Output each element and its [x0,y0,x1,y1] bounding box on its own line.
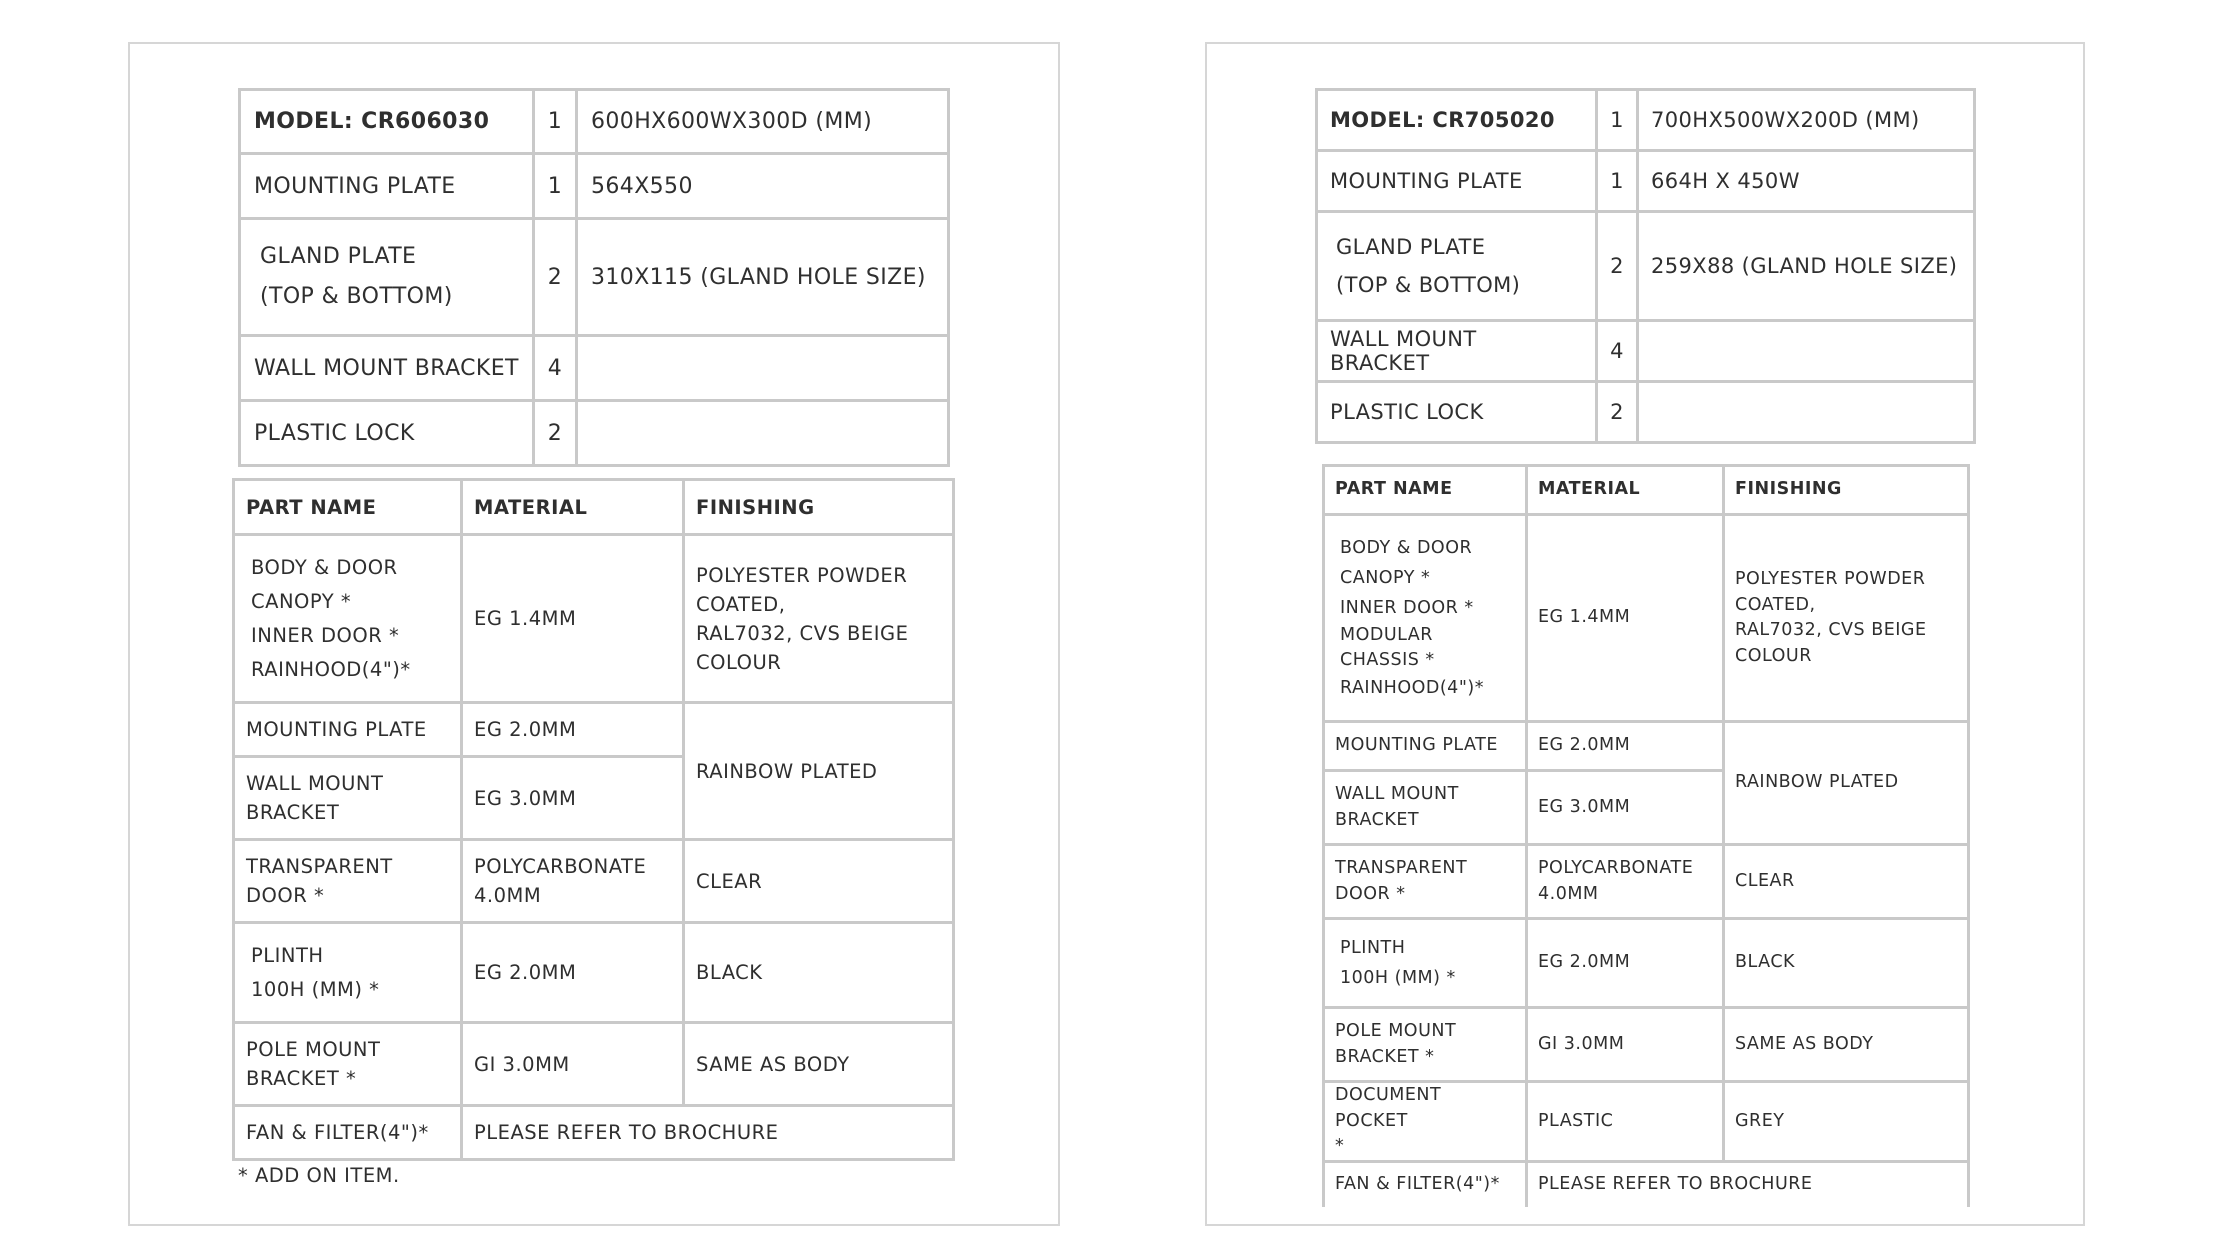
column-header-part-name: PART NAME [234,480,462,535]
part-name-line: RAINHOOD(4")* [251,657,411,681]
part-name-line: * [1335,1136,1345,1156]
material: EG 1.4MM [1527,515,1724,722]
part-name-line: PLINTH [251,943,324,967]
dimension-value: 564X550 [577,154,949,219]
spec-row-wall-mount-bracket [240,336,949,401]
item-name: MOUNTING PLATE [1317,151,1597,212]
finishing-line: COLOUR [696,650,782,674]
part-name [1324,845,1527,919]
material: EG 2.0MM [462,703,684,757]
part-name-line: BRACKET [1335,809,1420,830]
spec-row-plastic-lock [240,401,949,466]
spec-table [1315,88,1976,444]
column-header-finishing: FINISHING [1724,466,1969,515]
item-name [1317,212,1597,321]
item-name-line: GLAND PLATE [1336,235,1486,259]
part-name-line: TRANSPARENT [1335,858,1468,878]
table-row [1324,1008,1969,1082]
material [462,840,684,923]
column-header-part-name: PART NAME [1324,466,1527,515]
item-name: WALL MOUNT BRACKET [240,336,534,401]
finishing: BLACK [1724,919,1969,1008]
part-name-line: MODULAR [1340,625,1433,645]
spec-card-cr606030 [128,42,1060,1226]
spec-row-plastic-lock [1317,382,1975,443]
material: EG 3.0MM [462,757,684,840]
brochure-note: PLEASE REFER TO BROCHURE [462,1106,954,1160]
part-name: MOUNTING PLATE [234,703,462,757]
finishing-line: POLYESTER POWDER [1735,569,1926,589]
item-name-line: (TOP & BOTTOM) [1336,273,1521,297]
part-name-line: CHASSIS * [1340,650,1435,670]
part-name: MOUNTING PLATE [1324,722,1527,771]
part-name-line: TRANSPARENT [246,855,393,878]
part-name-line: INNER DOOR * [251,623,400,647]
part-name-line: RAINHOOD(4")* [1340,678,1484,698]
part-name-line: POLE MOUNT [246,1038,381,1061]
part-name-line: POLE MOUNT [1335,1021,1457,1041]
table-row [234,840,954,923]
finishing: CLEAR [684,840,954,923]
part-name-line: CANOPY * [251,589,352,613]
finishing: SAME AS BODY [684,1023,954,1106]
material: EG 2.0MM [1527,722,1724,771]
part-name-line: CANOPY * [1340,568,1431,588]
part-name [234,840,462,923]
parts-header-row [1324,466,1969,515]
qty-cell: 1 [1597,151,1638,212]
dimension-value: 600HX600WX300D (MM) [577,90,949,154]
spec-row-gland-plate [240,219,949,336]
finishing-line: RAL7032, CVS BEIGE [1735,620,1927,640]
add-on-footnote: * ADD ON ITEM. [238,1164,400,1187]
table-row [234,535,954,703]
model-label: MODEL: CR705020 [1317,90,1597,151]
finishing-line: RAL7032, CVS BEIGE [696,621,909,645]
part-name-line: DOOR * [1335,883,1406,904]
table-row [1324,515,1969,722]
spec-row-wall-mount-bracket [1317,321,1975,382]
part-name [234,923,462,1023]
dimension-value: 259X88 (GLAND HOLE SIZE) [1638,212,1975,321]
table-row [1324,845,1969,919]
item-name: PLASTIC LOCK [240,401,534,466]
finishing-line: COATED, [696,592,786,616]
part-name-line: BRACKET * [1335,1046,1435,1067]
item-name [240,219,534,336]
finishing-line: COATED, [1735,594,1816,615]
part-name-line: BRACKET [246,801,340,824]
part-name [1324,1008,1527,1082]
spec-row-mounting-plate [1317,151,1975,212]
qty-cell: 2 [534,401,577,466]
finishing: BLACK [684,923,954,1023]
part-name-line: BRACKET * [246,1067,357,1090]
brochure-note: PLEASE REFER TO BROCHURE [1527,1161,1969,1207]
qty-cell: 4 [1597,321,1638,382]
part-name-line: INNER DOOR * [1340,598,1474,618]
part-name-line: 100H (MM) * [251,977,380,1001]
material-line: 4.0MM [474,884,542,907]
spec-table [238,88,950,467]
item-name: MOUNTING PLATE [240,154,534,219]
material: EG 2.0MM [462,923,684,1023]
finishing: CLEAR [1724,845,1969,919]
material-line: 4.0MM [1538,883,1599,904]
part-name-line: WALL MOUNT [1335,784,1459,804]
parts-table [232,478,955,1161]
material: EG 3.0MM [1527,771,1724,845]
part-name-line: BODY & DOOR [1340,538,1473,558]
qty-cell: 1 [534,154,577,219]
dimension-value [1638,382,1975,443]
part-name [1324,919,1527,1008]
material [1527,845,1724,919]
table-row [234,1023,954,1106]
material: GI 3.0MM [462,1023,684,1106]
qty-cell: 2 [534,219,577,336]
material: PLASTIC [1527,1082,1724,1162]
part-name-line: DOOR * [246,884,325,907]
item-name: PLASTIC LOCK [1317,382,1597,443]
table-row [234,1106,954,1160]
table-row [1324,919,1969,1008]
finishing: RAINBOW PLATED [1724,722,1969,845]
item-name-line: GLAND PLATE [260,244,417,269]
table-row [1324,1161,1969,1207]
dimension-value: 664H X 450W [1638,151,1975,212]
finishing-line: POLYESTER POWDER [696,563,908,587]
part-name [1324,1082,1527,1162]
part-name-line: WALL MOUNT [246,772,384,795]
parts-table [1322,464,1970,1207]
dimension-value [577,401,949,466]
table-row [1324,1082,1969,1162]
qty-cell: 4 [534,336,577,401]
spec-row-model [1317,90,1975,151]
finishing [684,535,954,703]
part-name-line: PLINTH [1340,938,1406,958]
spec-row-mounting-plate [240,154,949,219]
part-name: FAN & FILTER(4")* [1324,1161,1527,1207]
part-name [234,1023,462,1106]
part-name-line: DOCUMENT POCKET [1335,1085,1442,1131]
column-header-material: MATERIAL [1527,466,1724,515]
table-row [234,703,954,757]
qty-cell: 1 [1597,90,1638,151]
part-name [234,757,462,840]
table-row [234,923,954,1023]
part-name [1324,515,1527,722]
material: EG 2.0MM [1527,919,1724,1008]
item-name: WALL MOUNT BRACKET [1317,321,1597,382]
part-name: FAN & FILTER(4")* [234,1106,462,1160]
material-line: POLYCARBONATE [1538,858,1694,878]
dimension-value: 700HX500WX200D (MM) [1638,90,1975,151]
finishing [1724,515,1969,722]
spec-row-model [240,90,949,154]
qty-cell: 2 [1597,382,1638,443]
part-name-line: 100H (MM) * [1340,968,1456,988]
finishing-line: COLOUR [1735,645,1812,666]
material: GI 3.0MM [1527,1008,1724,1082]
material: EG 1.4MM [462,535,684,703]
finishing: RAINBOW PLATED [684,703,954,840]
spec-row-gland-plate [1317,212,1975,321]
dimension-value [577,336,949,401]
qty-cell: 1 [534,90,577,154]
column-header-finishing: FINISHING [684,480,954,535]
part-name-line: BODY & DOOR [251,555,398,579]
part-name [1324,771,1527,845]
column-header-material: MATERIAL [462,480,684,535]
finishing: GREY [1724,1082,1969,1162]
qty-cell: 2 [1597,212,1638,321]
item-name-line: (TOP & BOTTOM) [260,284,453,309]
dimension-value: 310X115 (GLAND HOLE SIZE) [577,219,949,336]
parts-header-row [234,480,954,535]
model-label: MODEL: CR606030 [240,90,534,154]
table-row [1324,722,1969,771]
spec-card-cr705020 [1205,42,2085,1226]
part-name [234,535,462,703]
material-line: POLYCARBONATE [474,855,647,878]
finishing: SAME AS BODY [1724,1008,1969,1082]
dimension-value [1638,321,1975,382]
